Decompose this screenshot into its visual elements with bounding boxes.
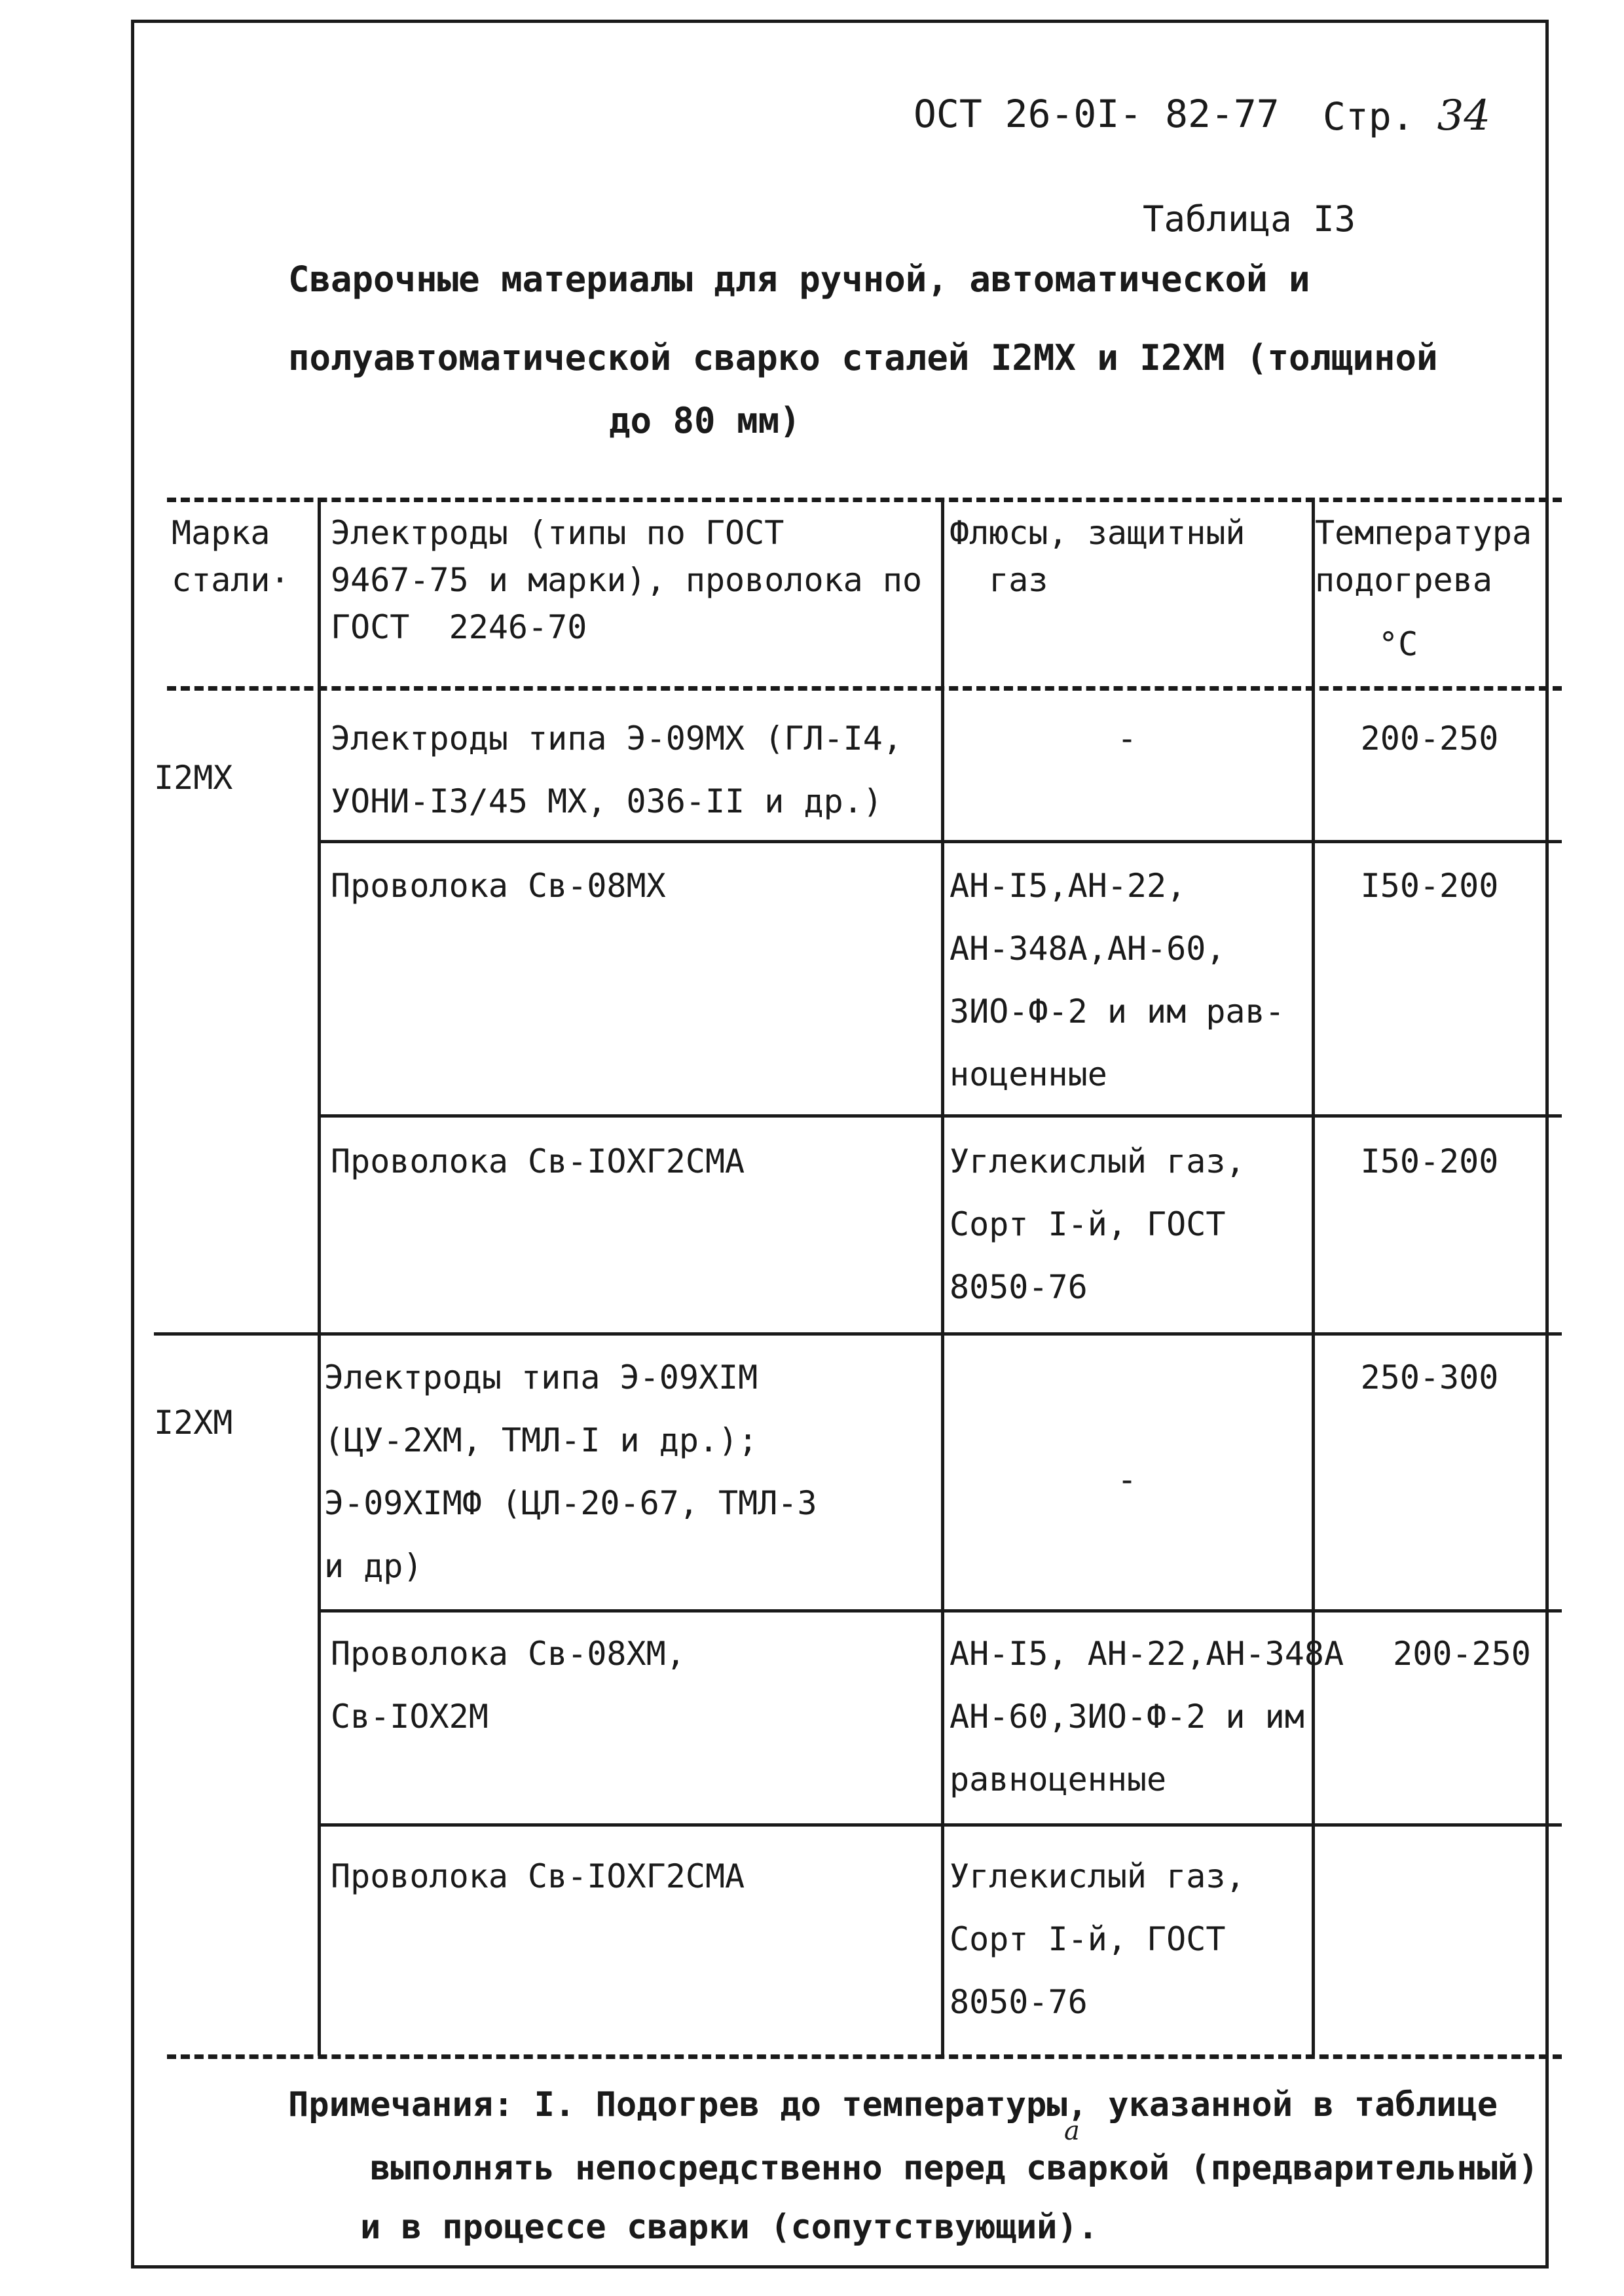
column-header-steel-grade: Марка стали·	[172, 514, 290, 599]
table-title-line-2: полуавтоматической сварко сталей I2МХ и I2ХМ (толщиной	[288, 337, 1438, 378]
table-cell-material: Проволока Св-IОХГ2СМА	[331, 1857, 745, 1895]
table-cell-flux: Углекислый газ, Сорт I-й, ГОСТ 8050-76	[950, 1857, 1246, 2021]
table-cell-flux: -	[1116, 1461, 1137, 1499]
table-cell-material: Проволока Св-08ХМ, Св-IОХ2М	[331, 1635, 686, 1736]
column-header-temperature: Температура подогрева	[1315, 514, 1532, 599]
row-divider	[321, 840, 1562, 843]
notes-line-3: и в процессе сварки (сопутствующий).	[360, 2208, 1099, 2247]
table-cell-flux: АН-I5, АН-22,АН-348А АН-60,ЗИО-Ф-2 и им равноценные	[950, 1635, 1344, 1798]
table-cell-flux: Углекислый газ, Сорт I-й, ГОСТ 8050-76	[950, 1142, 1246, 1306]
table-cell-flux: -	[1116, 720, 1137, 757]
table-cell-temperature: 200-250	[1360, 720, 1499, 757]
steel-grade: I2МХ	[154, 759, 233, 797]
row-divider	[321, 1823, 1562, 1827]
group-divider	[154, 1332, 1562, 1336]
table-cell-material: Электроды типа Э-09ХIМ (ЦУ-2ХМ, ТМЛ-I и др.); Э-09ХIМФ (ЦЛ-20-67, ТМЛ-3 и др)	[324, 1358, 817, 1585]
column-header-flux: Флюсы, защитный газ	[950, 514, 1246, 599]
handwritten-correction: а	[1064, 2116, 1080, 2146]
row-divider	[321, 1114, 1562, 1118]
table-title-line-1: Сварочные материалы для ручной, автоматической и	[288, 259, 1310, 300]
notes-line-1: Примечания: I. Подогрев до температуры, указанной в таблице	[288, 2085, 1498, 2124]
table-bottom-border	[167, 2054, 1562, 2059]
table-label: Таблица I3	[1143, 198, 1356, 240]
steel-grade: I2ХМ	[154, 1404, 233, 1442]
table-top-border	[167, 498, 1562, 502]
notes-line-2: выполнять непосредственно перед сваркой (предварительный)	[370, 2149, 1539, 2188]
table-cell-temperature: I50-200	[1360, 867, 1499, 905]
page-number-handwritten: 34	[1437, 92, 1491, 140]
table-cell-temperature: I50-200	[1360, 1142, 1499, 1180]
table-cell-material: Проволока Св-08МХ	[331, 867, 666, 905]
page-label: Стр.	[1323, 94, 1414, 139]
table-title-line-3: до 80 мм)	[609, 400, 801, 441]
table-cell-material: Проволока Св-IОХГ2СМА	[331, 1142, 745, 1180]
page-number	[1323, 92, 1491, 140]
table-cell-temperature: 200-250	[1393, 1635, 1531, 1673]
column-header-electrodes: Электроды (типы по ГОСТ 9467-75 и марки), проволока по ГОСТ 2246-70	[331, 514, 923, 646]
table-cell-temperature: 250-300	[1360, 1358, 1499, 1396]
table-cell-material: Электроды типа Э-09МХ (ГЛ-I4, УОНИ-I3/45 МХ, 036-II и др.)	[331, 720, 902, 820]
column-divider-1	[318, 498, 321, 2056]
row-divider	[321, 1609, 1562, 1613]
document-code: ОСТ 26-0I- 82-77	[913, 92, 1280, 136]
table-header-border	[167, 686, 1562, 691]
table-cell-flux: АН-I5,АН-22, АН-348А,АН-60, ЗИО-Ф-2 и им рав- ноценные	[950, 867, 1285, 1093]
temperature-unit: °C	[1378, 625, 1418, 663]
